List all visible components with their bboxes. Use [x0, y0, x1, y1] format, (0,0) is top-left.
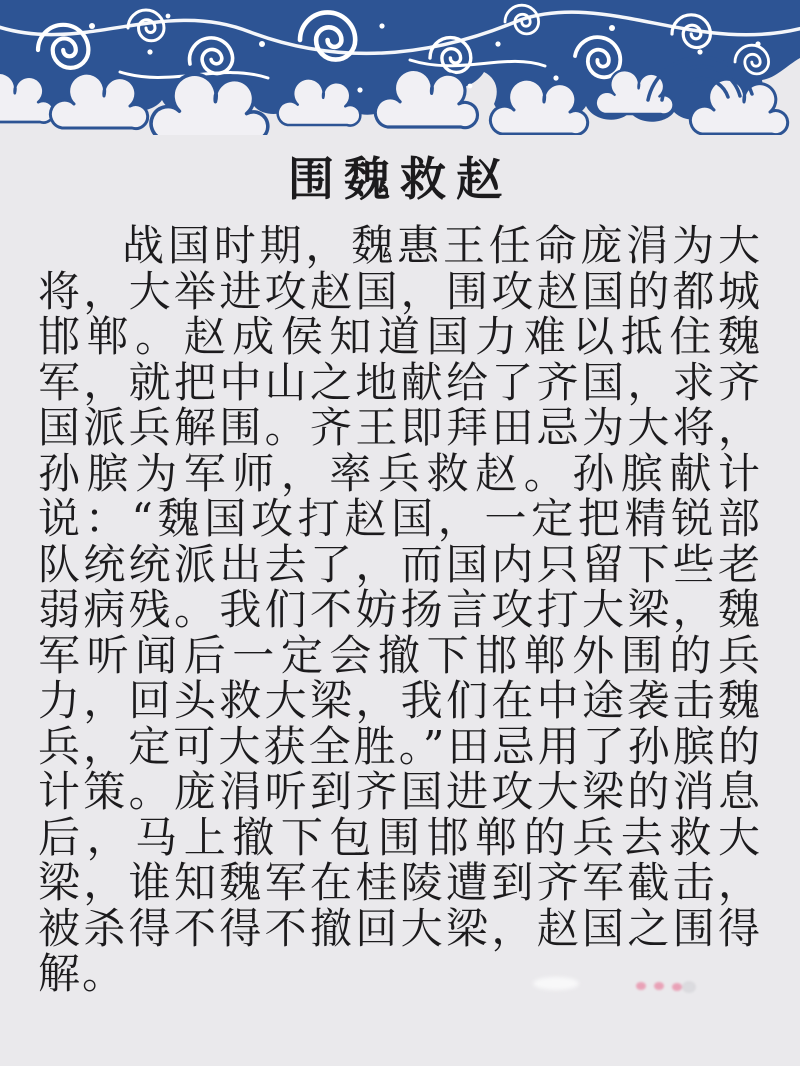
- page-title: 围魏救赵: [288, 152, 512, 206]
- watermark-pink-icon: [636, 982, 646, 990]
- cloud-wave-border-icon: [0, 0, 800, 135]
- watermark-smudge-icon: [533, 977, 579, 990]
- story-text: 战国时期，魏惠王任命庞涓为大将，大举进攻赵国，围攻赵国的都城邯郸。赵成侯知道国力难以抵住魏军，就把中山之地献给了齐国，求齐国派兵解围。齐王即拜田忌为大将，孙膑为军师，率兵救赵。孙膑献计说：“魏国攻打赵国，一定把精锐部队统统派出去了，而国内只留下些老弱病残。我们不妨扬言攻打大梁，魏军听闻后一定会撤下邯郸外围的兵力，回头救大梁，我们在中途袭击魏兵，定可大获全胜。”田忌用了孙膑的计策。庞涓听到齐国进攻大梁的消息后，马上撤下包围邯郸的兵去救大梁，谁知魏军在桂陵遭到齐军截击，被杀得不得不撤回大梁，赵国之围得解。: [38, 221, 762, 998]
